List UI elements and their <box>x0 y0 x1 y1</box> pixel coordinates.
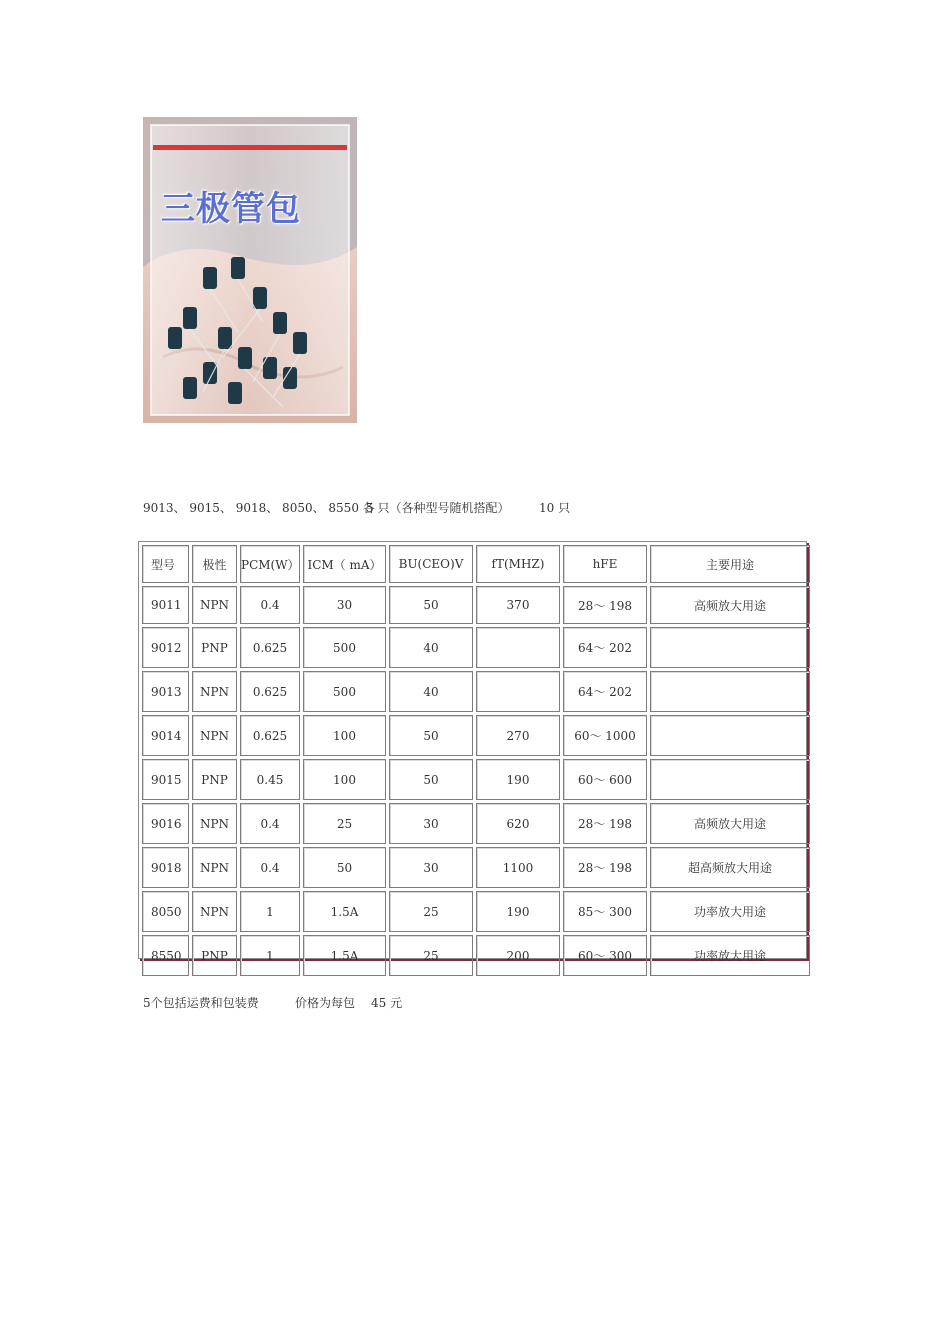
table-cell: 50 <box>389 715 473 756</box>
photo-caption: 三极管包 <box>161 189 301 229</box>
table-cell: 8050 <box>142 891 189 932</box>
table-cell: 9011 <box>142 586 189 624</box>
table-cell: 0.625 <box>240 715 300 756</box>
table-row <box>142 759 810 800</box>
table-header-cell: 极性 <box>192 545 237 583</box>
table-row <box>142 586 810 624</box>
table-cell: 64～ 202 <box>563 627 647 668</box>
table-cell: 30 <box>389 847 473 888</box>
table-header-row <box>142 545 810 583</box>
table-cell: 85～ 300 <box>563 891 647 932</box>
table-cell: 1.5A <box>303 891 386 932</box>
table-cell: 0.45 <box>240 759 300 800</box>
table-cell: 功率放大用途 <box>650 935 810 976</box>
table-header-cell: 型号 <box>142 545 189 583</box>
table-cell: 0.625 <box>240 627 300 668</box>
table-cell: 9013 <box>142 671 189 712</box>
table-cell <box>476 671 560 712</box>
table-cell: 0.625 <box>240 671 300 712</box>
table-header-cell: fT(MHZ) <box>476 545 560 583</box>
footer-price-label: 价格为每包 <box>295 996 356 1010</box>
table-header-cell: 主要用途 <box>650 545 810 583</box>
table-cell: 50 <box>389 586 473 624</box>
table-cell: NPN <box>192 715 237 756</box>
table-cell: 100 <box>303 759 386 800</box>
table-cell: 1 <box>240 935 300 976</box>
table-cell: 高频放大用途 <box>650 803 810 844</box>
table-cell: 200 <box>476 935 560 976</box>
table-row <box>142 803 810 844</box>
intro-qty: 10 只 <box>539 501 571 515</box>
transistor-spec-table <box>138 541 807 963</box>
table-cell: 190 <box>476 759 560 800</box>
table-cell <box>476 627 560 668</box>
table-cell: 25 <box>389 891 473 932</box>
table-cell: 1.5A <box>303 935 386 976</box>
table-header-cell: ICM（ mA） <box>303 545 386 583</box>
table-cell: 25 <box>303 803 386 844</box>
footer-note: 5个包括运费和包装费 <box>143 996 259 1010</box>
table-cell: 40 <box>389 627 473 668</box>
table-row <box>142 935 810 976</box>
table-cell: PNP <box>192 935 237 976</box>
table-cell: 500 <box>303 627 386 668</box>
table-cell: 500 <box>303 671 386 712</box>
table-cell: 60～ 1000 <box>563 715 647 756</box>
table-cell: 0.4 <box>240 586 300 624</box>
table-cell: NPN <box>192 671 237 712</box>
table-cell: 超高频放大用途 <box>650 847 810 888</box>
table-cell: 8550 <box>142 935 189 976</box>
table-cell: 9016 <box>142 803 189 844</box>
table-cell: 50 <box>303 847 386 888</box>
table-cell: 9012 <box>142 627 189 668</box>
table-cell: 100 <box>303 715 386 756</box>
table-cell: 64～ 202 <box>563 671 647 712</box>
table-cell: 1100 <box>476 847 560 888</box>
table-cell: 28～ 198 <box>563 847 647 888</box>
table-header-cell: hFE <box>563 545 647 583</box>
table-cell: 60～ 300 <box>563 935 647 976</box>
table-row <box>142 715 810 756</box>
table-cell: 1 <box>240 891 300 932</box>
table-cell: 60～ 600 <box>563 759 647 800</box>
table-row <box>142 627 810 668</box>
table-cell: 370 <box>476 586 560 624</box>
table-cell: 40 <box>389 671 473 712</box>
intro-models: 9013、 9015、 9018、 8050、 8550 各 <box>143 501 375 515</box>
table-cell: 9014 <box>142 715 189 756</box>
table-cell: PNP <box>192 759 237 800</box>
table-cell: 30 <box>389 803 473 844</box>
table-cell: 高频放大用途 <box>650 586 810 624</box>
table-cell: PNP <box>192 627 237 668</box>
table-cell: NPN <box>192 586 237 624</box>
table-cell: 9018 <box>142 847 189 888</box>
table-cell: 9015 <box>142 759 189 800</box>
table-cell: 0.4 <box>240 847 300 888</box>
table-cell: 620 <box>476 803 560 844</box>
table-cell: 270 <box>476 715 560 756</box>
table-cell <box>650 627 810 668</box>
table-cell: 190 <box>476 891 560 932</box>
footer-price: 45 元 <box>371 996 403 1010</box>
table-cell: 功率放大用途 <box>650 891 810 932</box>
table-cell: 25 <box>389 935 473 976</box>
table-cell: NPN <box>192 847 237 888</box>
table-cell: 28～ 198 <box>563 803 647 844</box>
table-cell: 30 <box>303 586 386 624</box>
table-cell: 50 <box>389 759 473 800</box>
table-header-cell: PCM(W） <box>240 545 300 583</box>
transistor-bag-photo <box>143 117 357 423</box>
table-cell: 28～ 198 <box>563 586 647 624</box>
table-cell <box>650 715 810 756</box>
table-cell <box>650 759 810 800</box>
table-row <box>142 671 810 712</box>
intro-desc: 5 只（各种型号随机搭配） <box>366 501 510 515</box>
table-cell <box>650 671 810 712</box>
table-cell: NPN <box>192 891 237 932</box>
table-cell: NPN <box>192 803 237 844</box>
table-row <box>142 891 810 932</box>
table-header-cell: BU(CEO)V <box>389 545 473 583</box>
table-cell: 0.4 <box>240 803 300 844</box>
table-row <box>142 847 810 888</box>
